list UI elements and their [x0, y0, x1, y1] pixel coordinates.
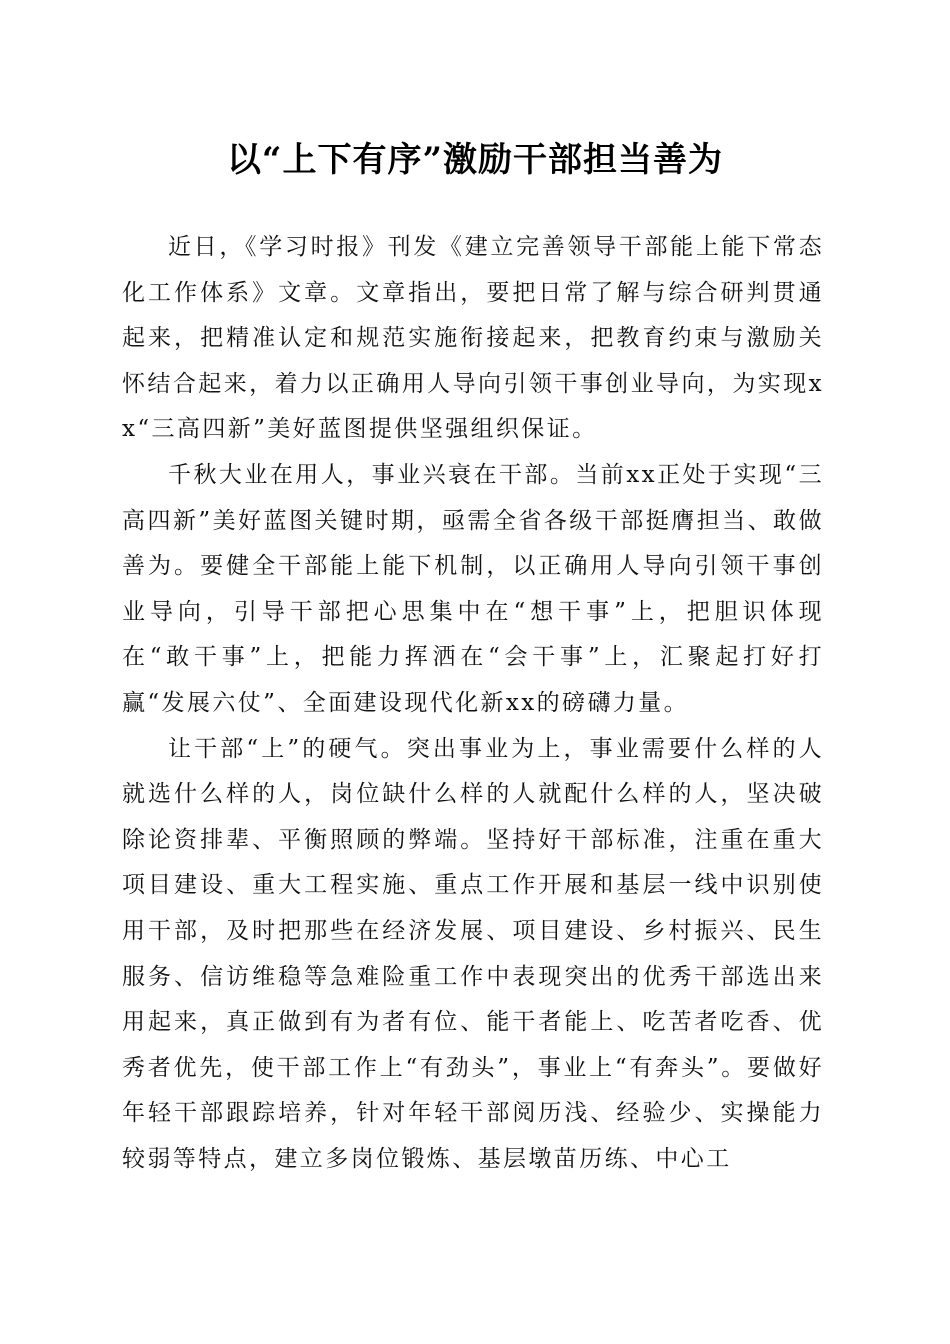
document-title: 以“上下有序”激励干部担当善为 — [226, 140, 724, 180]
paragraph-1: 近日，《学习时报》刊发《建立完善领导干部能上能下常态化工作体系》文章。文章指出，要把日常了解与综合研判贯通起来，把精准认定和规范实施衔接起来，把教育约束与激励关怀结合起来，着力以正确用人导向引领干事创业导向，为实现xx“三高四新”美好蓝图提供坚强组织保证。 — [122, 234, 824, 443]
paragraph-2: 千秋大业在用人，事业兴衰在干部。当前xx正处于实现“三高四新”美好蓝图关键时期，亟需全省各级干部挺膺担当、敢做善为。要健全干部能上能下机制，以正确用人导向引领干事创业导向，引导干部把心思集中在“想干事”上，把胆识体现在“敢干事”上，把能力挥洒在“会干事”上，汇聚起打好打赢“发展六仗”、全面建设现代化新xx的磅礴力量。 — [122, 461, 824, 716]
paragraph-3: 让干部“上”的硬气。突出事业为上，事业需要什么样的人就选什么样的人，岗位缺什么样的人就配什么样的人，坚决破除论资排辈、平衡照顾的弊端。坚持好干部标准，注重在重大项目建设、重大工程实施、重点工作开展和基层一线中识别使用干部，及时把那些在经济发展、项目建设、乡村振兴、民生服务、信访维稳等急难险重工作中表现突出的优秀干部选出来用起来，真正做到有为者有位、能干者能上、吃苦者吃香、优秀者优先，使干部工作上“有劲头”，事业上“有奔头”。要做好年轻干部跟踪培养，针对年轻干部阅历浅、经验少、实操能力较弱等特点，建立多岗位锻炼、基层墩苗历练、中心工 — [122, 735, 824, 1172]
document-body — [122, 225, 824, 1182]
